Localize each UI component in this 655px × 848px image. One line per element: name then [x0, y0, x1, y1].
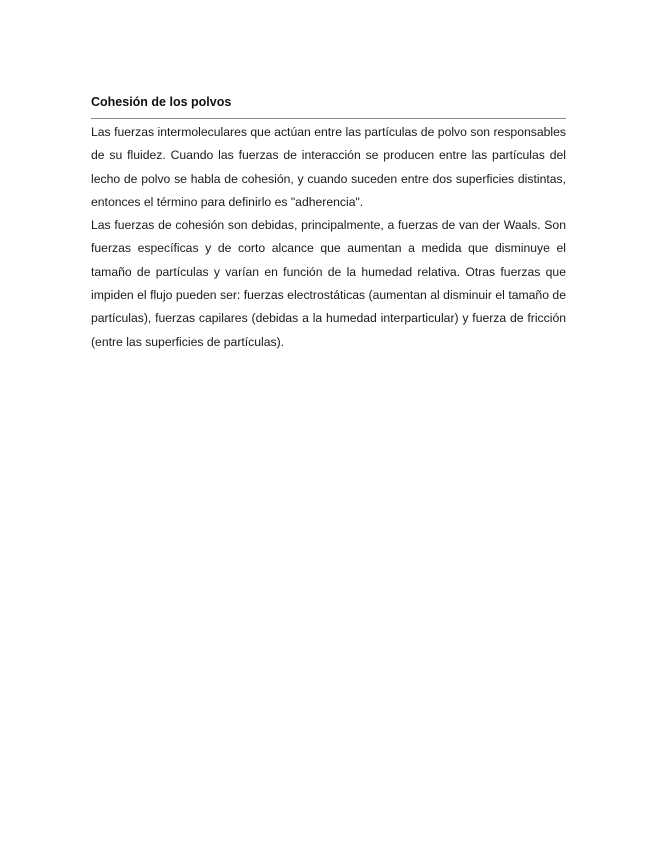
paragraph-intermolecular-forces: Las fuerzas intermoleculares que actúan entre las partículas de polvo son responsables de su fluidez. Cuando las fuerzas de interacción se producen entre las partículas del lecho de polvo se habla de cohesión, y cuando suceden entre dos superficies distintas, entonces el término para definirlo es "adherencia". — [91, 125, 566, 209]
paragraph-cohesion-forces: Las fuerzas de cohesión son debidas, principalmente, a fuerzas de van der Waals. Son fuerzas específicas y de corto alcance que aumentan a medida que disminuye el tamaño de partículas y varían en función de la humedad relativa. Otras fuerzas que impiden el flujo pueden ser: fuerzas electrostáticas (aumentan al disminuir el tamaño de partículas), fuerzas capilares (debidas a la humedad interparticular) y fuerza de fricción (entre las superficies de partículas). — [91, 218, 566, 349]
section-heading: Cohesión de los polvos — [91, 93, 566, 119]
cohesion-section — [91, 93, 566, 354]
